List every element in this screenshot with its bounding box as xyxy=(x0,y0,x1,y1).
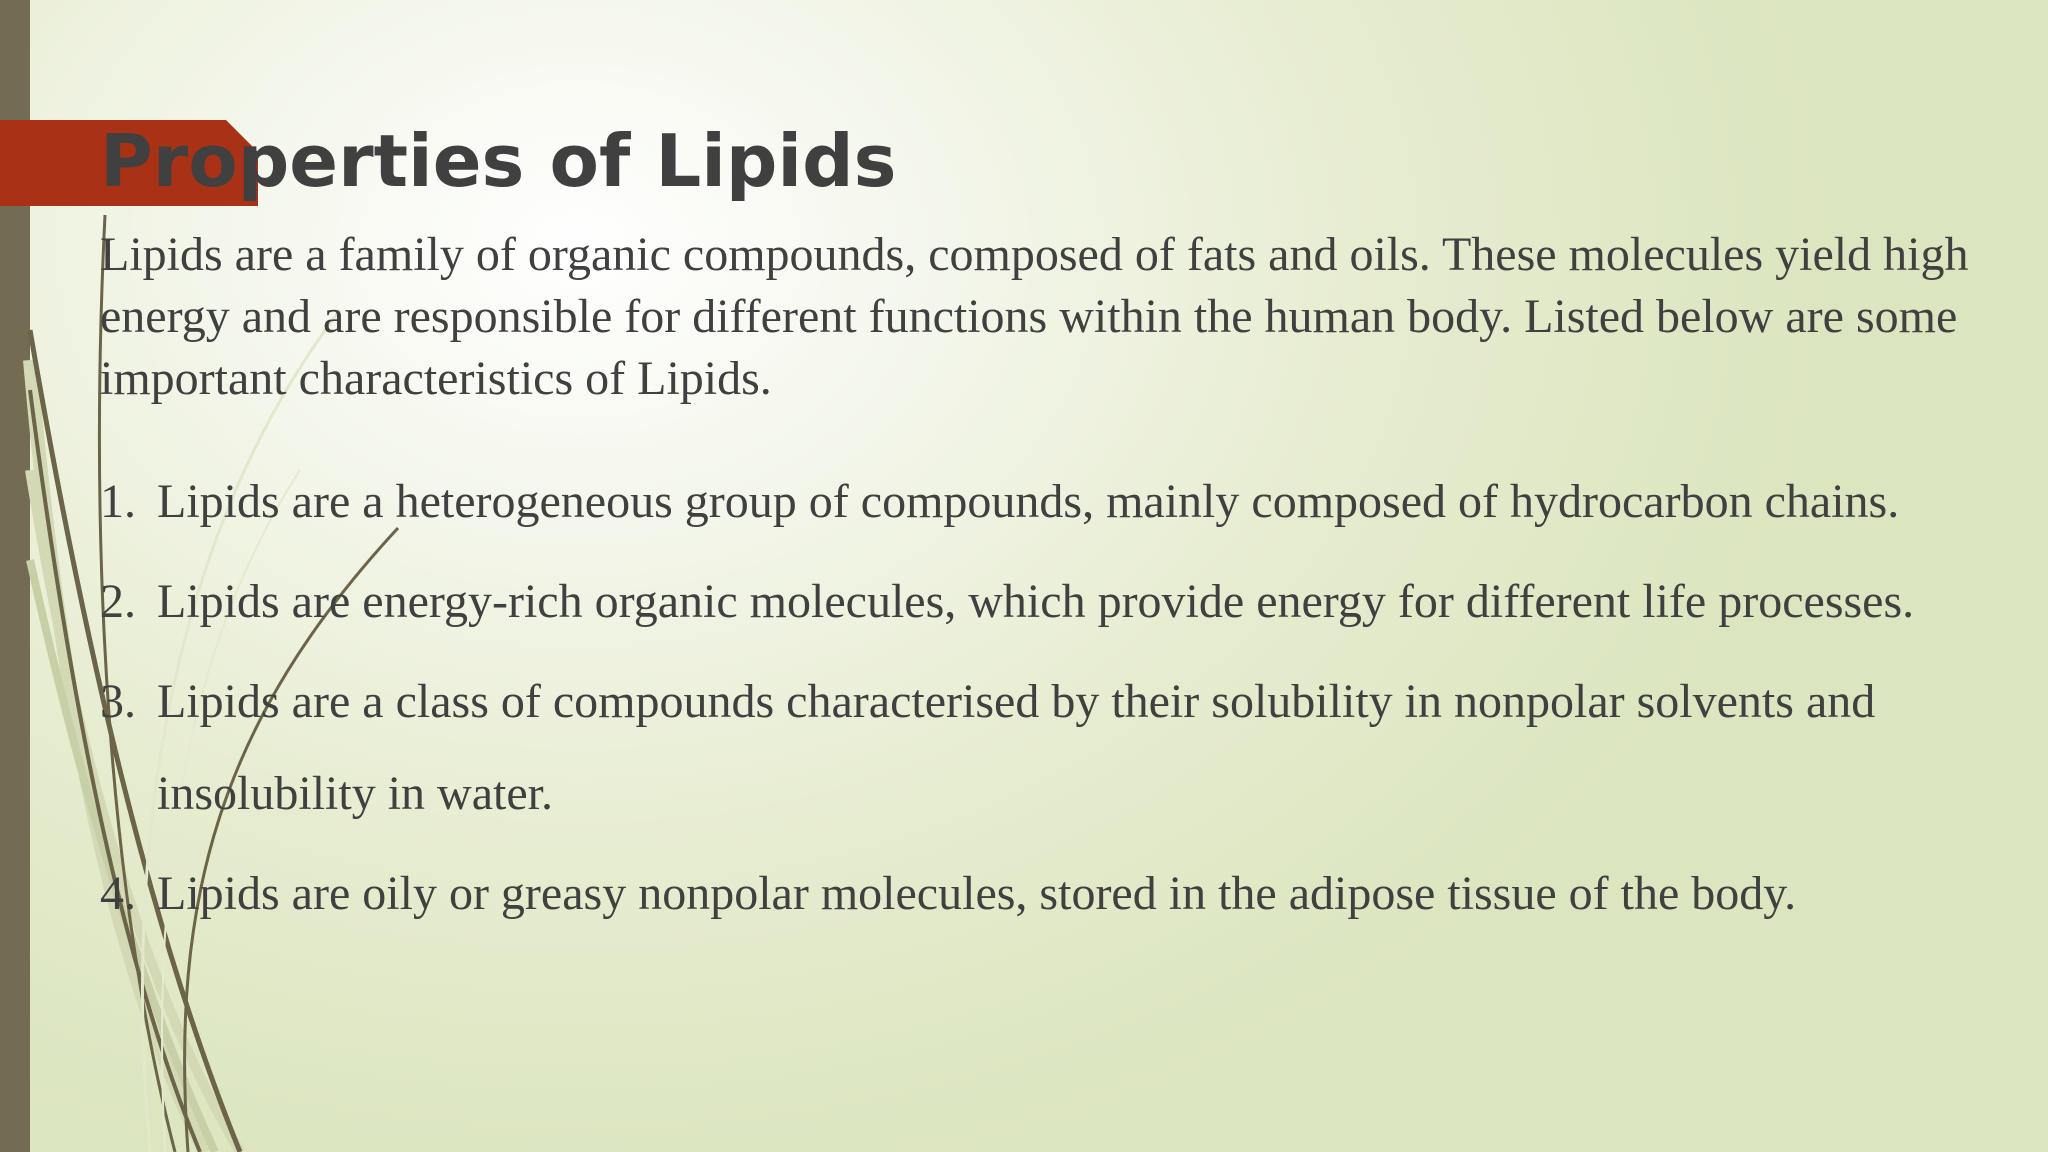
list-item-text: Lipids are energy-rich organic molecules, which provide energy for different life processes. xyxy=(157,575,1915,628)
list-item xyxy=(100,656,2000,840)
slide-title: Properties of Lipids xyxy=(100,119,897,203)
list-item-number: 4. xyxy=(100,867,136,920)
list-item-number: 1. xyxy=(100,475,136,528)
list-item xyxy=(100,848,2000,940)
list-item-number: 3. xyxy=(100,675,136,728)
list-item-text: Lipids are a heterogeneous group of compounds, mainly composed of hydrocarbon chains. xyxy=(157,475,1900,528)
list-item xyxy=(100,556,2000,648)
list-item-text: Lipids are oily or greasy nonpolar molecules, stored in the adipose tissue of the body. xyxy=(157,867,1797,920)
list-item-text: Lipids are a class of compounds characterised by their solubility in nonpolar solvents and insolubility in water. xyxy=(157,675,1876,820)
list-item xyxy=(100,456,2000,548)
list-item-number: 2. xyxy=(100,575,136,628)
properties-list xyxy=(100,456,2000,948)
intro-paragraph: Lipids are a family of organic compounds, composed of fats and oils. These molecules yield high energy and are responsible for different functions within the human body. Listed below are some important characteristics of Lipids. xyxy=(100,228,1969,405)
